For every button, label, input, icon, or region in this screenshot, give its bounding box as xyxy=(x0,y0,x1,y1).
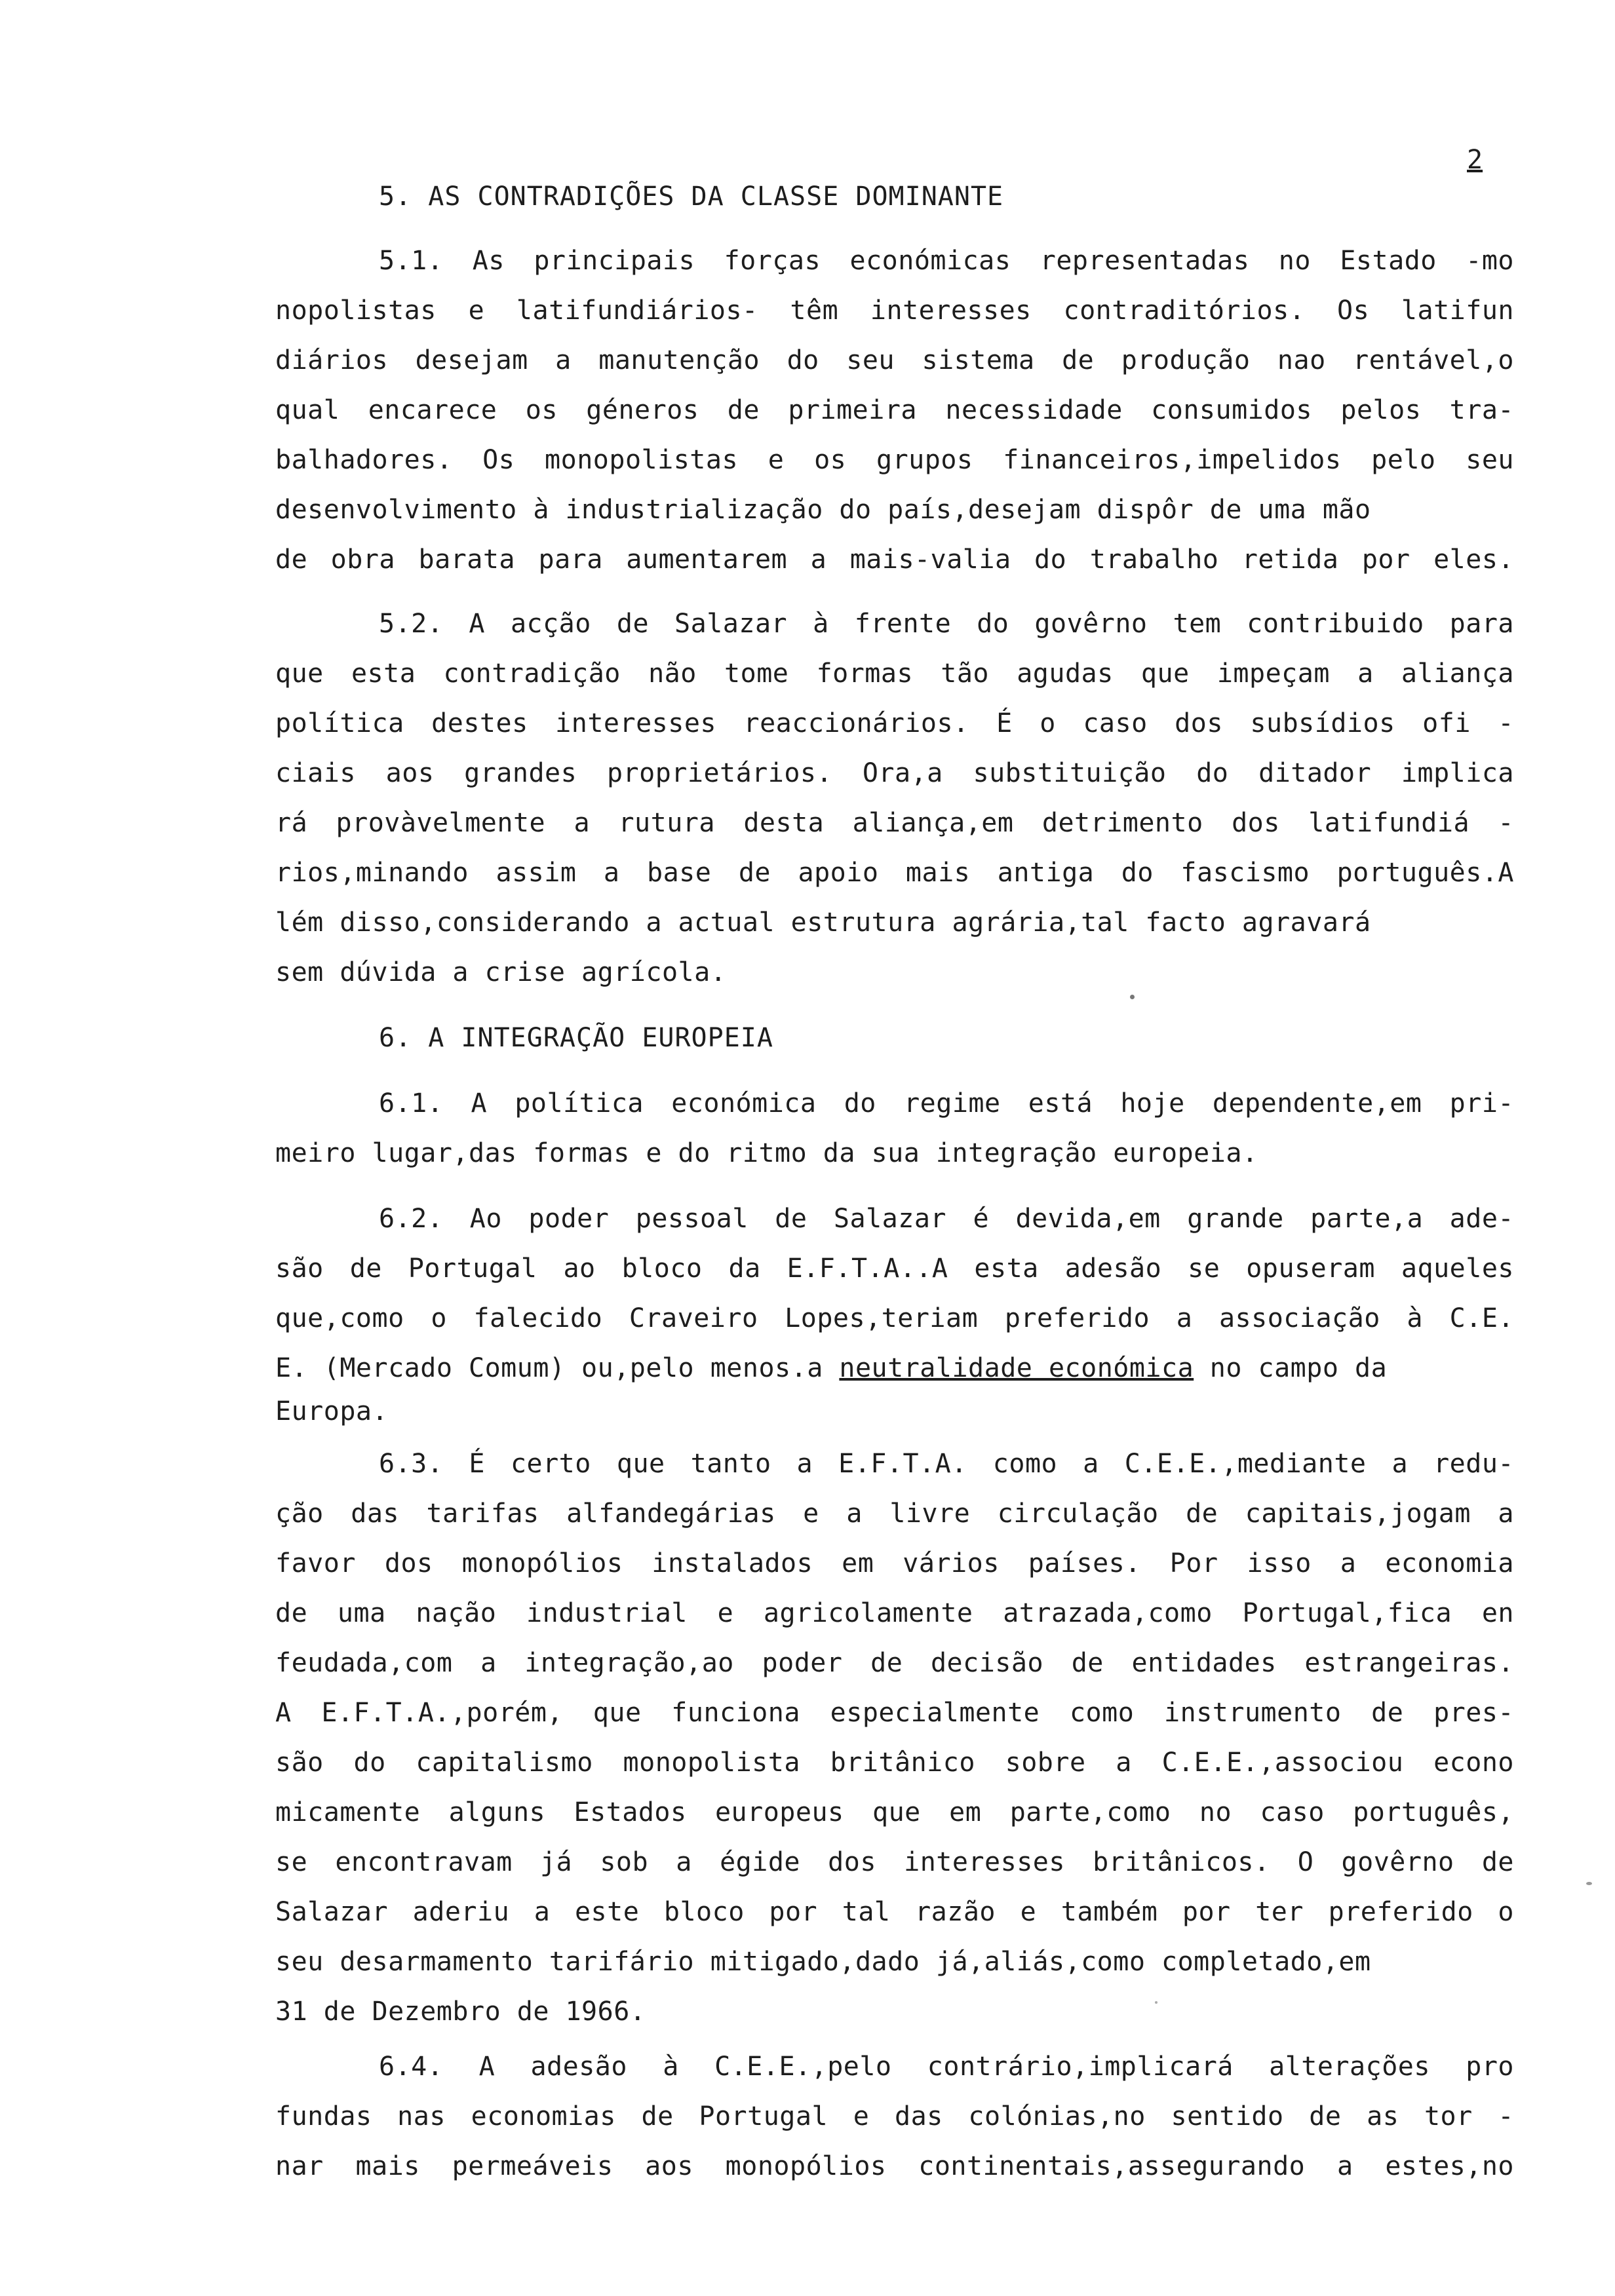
paragraph-line: se encontravam já sob a égide dos interesses britânicos. O govêrno de xyxy=(275,1847,1514,1877)
paragraph-line: ção das tarifas alfandegárias e a livre circulação de capitais,jogam a xyxy=(275,1499,1514,1529)
page-number: 2 xyxy=(1467,145,1483,175)
paragraph-line: que,como o falecido Craveiro Lopes,teriam preferido a associação à C.E. xyxy=(275,1303,1514,1333)
paragraph-line: rá provàvelmente a rutura desta aliança,em detrimento dos latifundiá - xyxy=(275,808,1514,838)
paragraph-line: favor dos monopólios instalados em vários países. Por isso a economia xyxy=(275,1548,1514,1578)
section-5-heading: 5. AS CONTRADIÇÕES DA CLASSE DOMINANTE xyxy=(379,182,1004,212)
paragraph-line: fundas nas economias de Portugal e das colónias,no sentido de as tor - xyxy=(275,2101,1514,2132)
paragraph-line: 5.1. As principais forças económicas representadas no Estado -mo xyxy=(379,246,1514,276)
paragraph-line: lém disso,considerando a actual estrutura agrária,tal facto agravará xyxy=(275,908,1371,938)
paragraph-line: são do capitalismo monopolista britânico sobre a C.E.E.,associou econo xyxy=(275,1748,1514,1778)
section-6-heading: 6. A INTEGRAÇÃO EUROPEIA xyxy=(379,1023,773,1053)
paragraph-line: Salazar aderiu a este bloco por tal razão e também por ter preferido o xyxy=(275,1897,1514,1927)
paragraph-line: 31 de Dezembro de 1966. xyxy=(275,1997,646,2027)
paragraph-line: política destes interesses reaccionários. É o caso dos subsídios ofi - xyxy=(275,708,1514,738)
paragraph-line: seu desarmamento tarifário mitigado,dado já,aliás,como completado,em xyxy=(275,1947,1371,1977)
text-segment: no campo da xyxy=(1194,1353,1388,1383)
paragraph-line: Europa. xyxy=(275,1396,389,1426)
paragraph-line: rios,minando assim a base de apoio mais antiga do fascismo português.A xyxy=(275,858,1514,888)
paragraph-line: desenvolvimento à industrialização do país,desejam dispôr de uma mão xyxy=(275,495,1371,525)
scan-speck xyxy=(1586,1882,1592,1885)
scan-speck xyxy=(1155,2001,1158,2004)
paragraph-line: ciais aos grandes proprietários. Ora,a substituição do ditador implica xyxy=(275,758,1514,788)
paragraph-line: 6.4. A adesão à C.E.E.,pelo contrário,implicará alterações pro xyxy=(379,2052,1514,2082)
paragraph-line: feudada,com a integração,ao poder de decisão de entidades estrangeiras. xyxy=(275,1648,1514,1678)
underlined-phrase: neutralidade económica xyxy=(839,1353,1194,1383)
paragraph-line: diários desejam a manutenção do seu sistema de produção nao rentável,o xyxy=(275,345,1514,375)
paragraph-line: que esta contradição não tome formas tão agudas que impeçam a aliança xyxy=(275,659,1514,689)
paragraph-line: 6.2. Ao poder pessoal de Salazar é devida,em grande parte,a ade- xyxy=(379,1204,1514,1234)
paragraph-line: são de Portugal ao bloco da E.F.T.A..A esta adesão se opuseram aqueles xyxy=(275,1253,1514,1284)
paragraph-line: nar mais permeáveis aos monopólios continentais,assegurando a estes,no xyxy=(275,2151,1514,2181)
paragraph-line: micamente alguns Estados europeus que em parte,como no caso português, xyxy=(275,1797,1514,1827)
paragraph-line: sem dúvida a crise agrícola. xyxy=(275,957,727,987)
paragraph-line: de obra barata para aumentarem a mais-valia do trabalho retida por eles. xyxy=(275,545,1514,575)
paragraph-line: nopolistas e latifundiários- têm interesses contraditórios. Os latifun xyxy=(275,296,1514,326)
paragraph-line: balhadores. Os monopolistas e os grupos financeiros,impelidos pelo seu xyxy=(275,445,1514,475)
paragraph-line: A E.F.T.A.,porém, que funciona especialmente como instrumento de pres- xyxy=(275,1698,1514,1728)
scan-speck xyxy=(1130,995,1135,999)
paragraph-line: 6.3. É certo que tanto a E.F.T.A. como a C.E.E.,mediante a redu- xyxy=(379,1449,1514,1479)
paragraph-line: de uma nação industrial e agricolamente atrazada,como Portugal,fica en xyxy=(275,1598,1514,1628)
paragraph-line: qual encarece os géneros de primeira necessidade consumidos pelos tra- xyxy=(275,395,1514,425)
paragraph-line: 5.2. A acção de Salazar à frente do govêrno tem contribuido para xyxy=(379,609,1514,639)
paragraph-line: meiro lugar,das formas e do ritmo da sua integração europeia. xyxy=(275,1138,1258,1168)
paragraph-line-with-emphasis xyxy=(275,1352,1514,1384)
text-segment: E. (Mercado Comum) ou,pelo menos.a xyxy=(275,1353,840,1383)
paragraph-line: 6.1. A política económica do regime está hoje dependente,em pri- xyxy=(379,1088,1514,1119)
